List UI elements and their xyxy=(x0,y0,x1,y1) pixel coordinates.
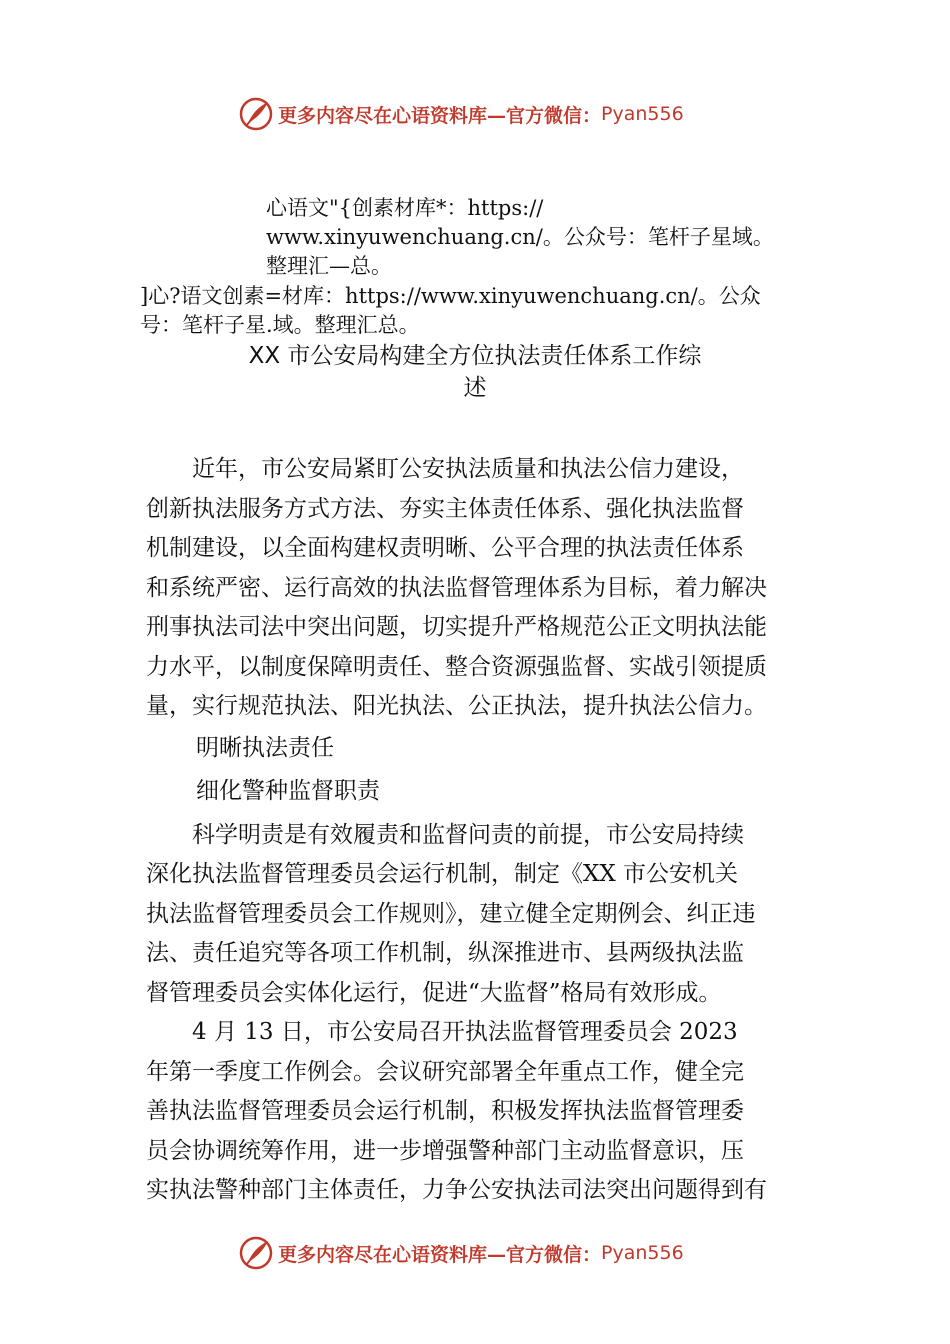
document-body xyxy=(146,450,826,1211)
text-line: 员会协调统筹作用，进一步增强警种部门主动监督意识，压 xyxy=(146,1137,744,1164)
title-line-2: 述 xyxy=(463,375,487,401)
watermark-line: www.xinyuwenchuang.cn/。公众号：笔杆子星域。 xyxy=(266,225,774,249)
text-line: 量，实行规范执法、阳光执法、公正执法，提升执法公信力。 xyxy=(146,693,767,719)
text-line: 深化执法监督管理委员会运行机制，制定《XX 市公安机关 xyxy=(146,861,739,887)
watermark-line: 号：笔杆子星.域。整理汇总。 xyxy=(140,313,420,337)
watermark-block-2 xyxy=(140,282,761,340)
text-line: 机制建设，以全面构建权责明晰、公平合理的执法责任体系 xyxy=(146,535,744,561)
banner-text: 更多内容尽在心语资料库—官方微信： xyxy=(278,1243,602,1266)
text-line: 法、责任追究等各项工作机制，纵深推进市、县两级执法监 xyxy=(146,940,744,966)
text-line: 刑事执法司法中突出问题，切实提升严格规范公正文明执法能 xyxy=(146,614,767,640)
section-heading: 明晰执法责任 xyxy=(196,734,334,761)
text-line: 创新执法服务方式方法、夯实主体责任体系、强化执法监督 xyxy=(146,495,744,522)
text-line: 督管理委员会实体化运行，促进“大监督”格局有效形成。 xyxy=(146,979,722,1006)
banner-wechat-id: Pyan556 xyxy=(601,1242,684,1264)
banner-wechat-id: Pyan556 xyxy=(601,103,684,125)
text-line: 和系统严密、运行高效的执法监督管理体系为目标，着力解决 xyxy=(146,574,767,601)
quill-logo-icon xyxy=(238,1235,274,1271)
text-line: 执法监督管理委员会工作规则》，建立健全定期例会、纠正违 xyxy=(146,900,756,927)
text-line: 实执法警种部门主体责任，力争公安执法司法突出问题得到有 xyxy=(146,1177,767,1203)
header-banner xyxy=(238,94,684,134)
watermark-block-1 xyxy=(266,194,774,281)
watermark-line: 心语文"{创素材库*：https:// xyxy=(266,196,544,220)
subsection-heading: 细化警种监督职责 xyxy=(196,778,380,804)
title-line-1: XX 市公安局构建全方位执法责任体系工作综 xyxy=(248,343,702,369)
document-title xyxy=(140,340,810,404)
banner-text: 更多内容尽在心语资料库—官方微信： xyxy=(278,104,602,127)
watermark-line: ]心?语文创素=材库：https://www.xinyuwenchuang.cn/。公众 xyxy=(140,284,761,308)
text-line: 近年，市公安局紧盯公安执法质量和执法公信力建设， xyxy=(192,456,744,482)
watermark-line: 整理汇—总。 xyxy=(266,254,392,278)
text-line: 力水平，以制度保障明责任、整合资源强监督、实战引领提质 xyxy=(146,653,767,680)
text-line: 善执法监督管理委员会运行机制，积极发挥执法监督管理委 xyxy=(146,1098,744,1124)
text-line: 科学明责是有效履责和监督问责的前提，市公安局持续 xyxy=(192,821,744,848)
footer-banner xyxy=(238,1233,684,1273)
paragraph-1 xyxy=(146,450,826,727)
paragraph-3 xyxy=(146,1013,826,1211)
text-line: 4 月 13 日，市公安局召开执法监督管理委员会 2023 xyxy=(192,1019,738,1045)
quill-logo-icon xyxy=(238,96,274,132)
text-line: 年第一季度工作例会。会议研究部署全年重点工作，健全完 xyxy=(146,1058,744,1085)
paragraph-2 xyxy=(146,816,826,1014)
